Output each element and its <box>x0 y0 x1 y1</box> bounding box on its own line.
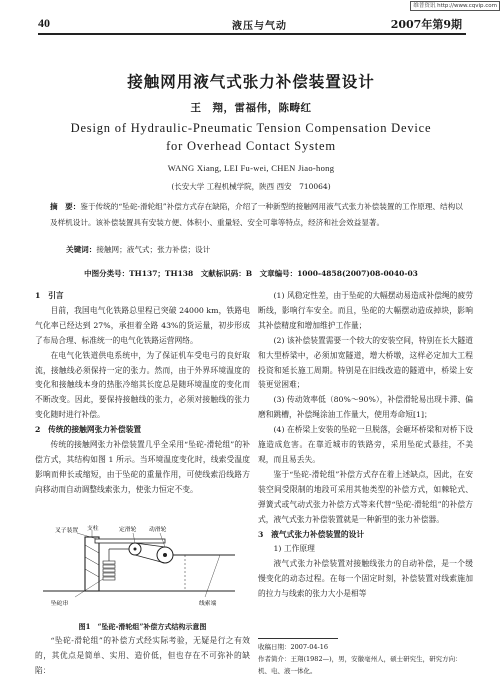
abstract-label: 摘 要： <box>50 202 81 211</box>
counterweight-plate <box>103 565 115 568</box>
title-chinese: 接触网用液气式张力补偿装置设计 <box>127 72 375 91</box>
paragraph: 目前，我国电气化铁路总里程已突破 24000 km，铁路电气化率已经达到 27%，承担着全路 43%的货运量，初步形成了布局合理、标准统一的电气化铁路运营网络。 <box>35 305 250 345</box>
section-heading-1: 1 引言 <box>35 291 64 300</box>
footnote <box>258 641 473 677</box>
affiliation: (长安大学 工程机械学院，陕西 西安 710064) <box>171 182 331 191</box>
bracket <box>95 539 165 543</box>
paragraph: (1) 风稳定性差，由于坠砣的大幅摆动易造成补偿绳的疲劳断线，影响行车安全。而且，坠砣的大幅摆动造成掉块，影响其补偿精度和增加维护工作量； <box>258 291 473 330</box>
abstract <box>50 199 470 230</box>
title-english-line2: for Overhead Contact System <box>166 139 336 153</box>
header-rule <box>38 33 466 35</box>
page-number: 40 <box>38 16 50 30</box>
paragraph: (4) 在桥梁上安装的坠砣一旦脱落，会砸坏桥梁和对桥下设施造成危害。在靠近城市的铁路旁，采用坠砣式悬挂，不美观，而且易丢失。 <box>258 425 473 464</box>
title-english-line1: Design of Hydraulic-Pneumatic Tension Compensation Device <box>70 121 432 135</box>
classification-line: 中图分类号：TH137；TH138 文献标识码：B 文章编号：1000-4858(2007)08-0040-03 <box>84 269 418 278</box>
keywords <box>66 244 210 255</box>
figure-1-caption: 图1 “坠砣-滑轮组”补偿方式结构示意图 <box>78 622 207 631</box>
label-support: 支柱 <box>87 526 99 532</box>
paragraph: 传统的接触网张力补偿装置几乎全采用“坠砣-滑轮组”的补偿方式，其结构如图 1 所示。当环境温度变化时，线索受温度影响而伸长或缩短，由于坠砣的重量作用，可使线索沿线路方向移动而自动调整线索张力，使张力恒定不变。 <box>35 440 250 494</box>
right-column <box>258 289 473 602</box>
author-bio: 作者简介：王翔(1982—)，男，安徽亳州人，硕士研究生，研究方向：机、电、液一体化。 <box>258 655 462 675</box>
section-heading-2: 2 传统的接触网张力补偿装置 <box>35 425 142 435</box>
received-date: 收稿日期：2007-04-16 <box>258 643 328 651</box>
watermark: 维普资讯 http://www.cqvip.com <box>410 1 500 11</box>
left-column-tail <box>35 634 250 679</box>
authors-english: WANG Xiang, LEI Fu-wei, CHEN Jiao-hong <box>167 163 335 173</box>
issue-label: 2007年第9期 <box>390 18 462 31</box>
abstract-text: 鉴于传统的“坠砣-滑轮组”补偿方式存在缺陷，介绍了一种新型的接触网用液气式张力补偿装置的工作原理、结构以及样机设计。该补偿装置具有安装方便、体积小、重量轻、安全可靠等特点，经济和社会效益显著。 <box>50 202 463 227</box>
label-moving-pulley: 动滑轮 <box>149 527 167 533</box>
keywords-label: 关键词： <box>66 245 97 254</box>
label-pulley-set: 叉子装置 <box>55 528 79 534</box>
counterweight-plate <box>103 577 115 580</box>
section-heading-3: 3 液气式张力补偿装置的设计 <box>258 529 365 539</box>
paragraph: 鉴于“坠砣-滑轮组”补偿方式存在着上述缺点，因此，在安装空间受限制的地段可采用其他类型的补偿方式，如棘轮式、弹簧式或气动式张力补偿方式等来代替“坠砣-滑轮组”的补偿方式，液气式张力补偿装置就是一种新型的张力补偿器。 <box>258 469 473 524</box>
paragraph: 液气式张力补偿装置对接触线张力的自动补偿，是一个缓慢变化的动态过程。在每一个固定时刻，补偿装置对线索施加的拉力与线索的张力大小是相等 <box>258 559 473 599</box>
keywords-text: 接触网；液气式；张力补偿；设计 <box>96 245 211 254</box>
paragraph: (2) 该补偿装置需要一个较大的安装空间，特别在长大隧道和大型桥梁中，必须加宽隧道，增大桥墩，这样必定加大工程投资和延长施工周期。特别是在旧线改造的隧道中，桥梁上安装更觉困难； <box>258 335 473 390</box>
authors-chinese: 王 翔，雷福伟，陈畴红 <box>190 102 312 114</box>
label-counterweight: 坠砣串 <box>51 601 69 607</box>
paragraph: “坠砣-滑轮组”的补偿方式经实际考验，无疑是行之有效的，其优点是简单、实用、造价低，但也存在不可弥补的缺陷： <box>35 636 250 675</box>
label-fixed-pulley: 定滑轮 <box>119 527 137 533</box>
counterweight-plate <box>103 569 115 572</box>
paragraph: 在电气化铁道供电系统中，为了保证机车受电弓的良好取流，接触线必须保持一定的张力。然而，由于外界环境温度的变化和接触线本身的热胀冷缩其长度总是随环境温度的变化而不断改变。因此，要保持接触线的张力，必须对接触线的张力变化随时进行补偿。 <box>35 350 250 420</box>
subsection-heading: 1) 工作原理 <box>273 544 315 554</box>
paragraph: (3) 传动效率低（80%～90%），补偿滑轮易出现卡滞、偏磨和跳槽，补偿绳涂油工作量大，使用寿命短[1]； <box>258 395 473 420</box>
footnote-rule <box>258 638 338 639</box>
left-column <box>35 289 250 498</box>
label-wire-end: 线索端 <box>199 601 217 607</box>
counterweight-plate <box>103 573 115 576</box>
counterweight-plate <box>103 561 115 564</box>
journal-name: 液压与气动 <box>232 21 287 32</box>
